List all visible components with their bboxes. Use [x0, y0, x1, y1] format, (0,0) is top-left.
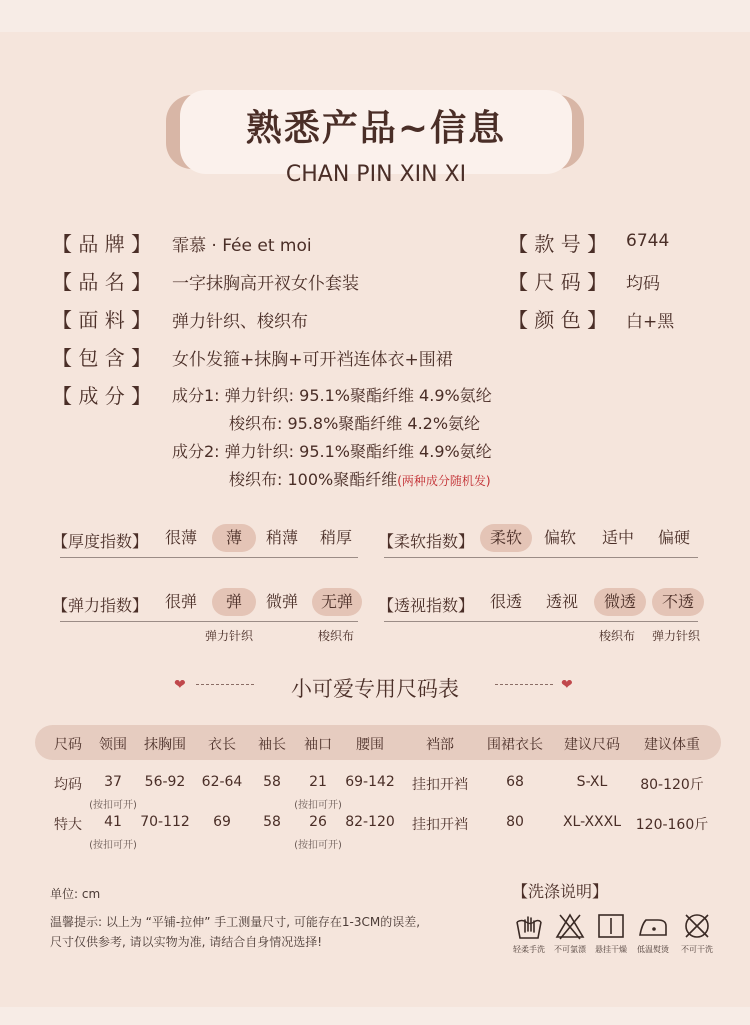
table-cell: 21	[309, 774, 327, 790]
elasticity-note: 弹力针织	[205, 629, 254, 643]
softness-option: 适中	[601, 528, 634, 547]
unit-text: 单位: cm	[50, 887, 101, 901]
composition-line1: 成分1: 弹力针织: 95.1%聚酯纤维 4.9%氨纶	[172, 386, 492, 405]
size-value: 均码	[626, 274, 660, 294]
composition-line4: 梭织布: 100%聚酯纤维(两种成分随机发)	[229, 470, 491, 489]
color-value: 白+黑	[626, 312, 675, 332]
transparency-note: 弹力针织	[652, 629, 701, 643]
table-cell: 80-120斤	[640, 777, 704, 793]
elasticity-option: 很弹	[164, 592, 197, 611]
composition-label: 【 成 分 】	[52, 384, 152, 408]
elasticity-option: 弹	[212, 588, 256, 616]
divider	[384, 557, 698, 558]
heart-icon: ❤	[174, 677, 186, 693]
elasticity-note: 梭织布	[318, 629, 355, 643]
table-cell-note: (按扣可开)	[89, 800, 137, 811]
transparency-note: 梭织布	[599, 629, 636, 643]
composition-line2: 梭织布: 95.8%聚酯纤维 4.2%氨纶	[229, 414, 481, 433]
heart-icon: ❤	[561, 677, 573, 693]
hand-wash-icon	[514, 912, 544, 940]
table-cell: 特大	[54, 817, 82, 833]
table-cell-note: (按扣可开)	[294, 840, 342, 851]
dashed-line	[495, 684, 553, 686]
no-bleach-icon	[555, 912, 585, 940]
transparency-index-title: 【透视指数】	[378, 596, 475, 615]
wash-instructions-title: 【洗涤说明】	[512, 882, 609, 901]
table-header-cell: 建议尺码	[564, 737, 620, 753]
softness-option: 偏硬	[657, 528, 690, 547]
table-header-cell: 围裙衣长	[487, 737, 543, 753]
table-cell: 58	[263, 774, 281, 790]
softness-index-title: 【柔软指数】	[378, 532, 475, 551]
brand-label: 【 品 牌 】	[52, 232, 152, 256]
color-label: 【 颜 色 】	[508, 308, 608, 332]
table-cell: 80	[506, 814, 524, 830]
divider	[384, 621, 698, 622]
transparency-option: 微透	[594, 588, 646, 616]
elasticity-option: 微弹	[265, 592, 298, 611]
fabric-label: 【 面 料 】	[52, 308, 152, 332]
tip-line1: 温馨提示: 以上为 “平铺-拉伸” 手工测量尺寸, 可能存在1-3CM的误差,	[50, 915, 421, 929]
table-cell: 26	[309, 814, 327, 830]
size-table-title: 小可爱专用尺码表	[291, 677, 459, 701]
model-label: 【 款 号 】	[508, 232, 608, 256]
thickness-index	[52, 522, 362, 556]
table-header-cell: 裆部	[426, 737, 454, 753]
thickness-option: 薄	[212, 524, 256, 552]
table-cell: 82-120	[345, 814, 395, 830]
composition-line3: 成分2: 弹力针织: 95.1%聚酯纤维 4.9%氨纶	[172, 442, 492, 461]
low-iron-icon	[638, 912, 668, 940]
table-header-cell: 抹胸围	[144, 737, 186, 753]
table-cell: 69-142	[345, 774, 395, 790]
wash-label: 轻柔手洗	[513, 945, 545, 954]
table-header-cell: 建议体重	[644, 737, 700, 753]
size-label: 【 尺 码 】	[508, 270, 608, 294]
thickness-option: 稍厚	[319, 528, 352, 547]
wash-label: 不可干洗	[681, 945, 713, 954]
table-header-cell: 衣长	[208, 737, 236, 753]
transparency-option: 不透	[652, 588, 704, 616]
hang-dry-icon	[596, 912, 626, 940]
table-cell: 挂扣开裆	[412, 777, 468, 793]
wash-label: 低温熨烫	[637, 945, 669, 954]
table-header-cell: 袖口	[304, 737, 332, 753]
table-cell: 120-160斤	[635, 817, 709, 833]
softness-option: 偏软	[543, 528, 576, 547]
table-cell: 37	[104, 774, 122, 790]
table-header-cell: 领围	[99, 737, 127, 753]
name-value: 一字抹胸高开衩女仆套装	[172, 274, 359, 294]
table-cell: 69	[213, 814, 231, 830]
elasticity-index-title: 【弹力指数】	[52, 596, 149, 615]
table-cell: 68	[506, 774, 524, 790]
thickness-index-title: 【厚度指数】	[52, 532, 149, 551]
fabric-value: 弹力针织、梭织布	[172, 312, 308, 332]
table-cell: 70-112	[140, 814, 190, 830]
tip-line2: 尺寸仅供参考, 请以实物为准, 请结合自身情况选择!	[50, 935, 323, 949]
transparency-index	[378, 586, 708, 620]
softness-index	[378, 522, 708, 556]
name-label: 【 品 名 】	[52, 270, 152, 294]
table-cell: 41	[104, 814, 122, 830]
table-header-cell: 尺码	[54, 737, 82, 753]
table-cell-note: (按扣可开)	[89, 840, 137, 851]
page-subtitle: CHAN PIN XIN XI	[285, 162, 467, 187]
table-cell: XL-XXXL	[562, 814, 622, 830]
divider	[60, 557, 358, 558]
table-cell: 62-64	[201, 774, 243, 790]
thickness-option: 很薄	[164, 528, 197, 547]
page-title: 熟悉产品~信息	[245, 108, 507, 149]
softness-option: 柔软	[480, 524, 532, 552]
table-cell: 58	[263, 814, 281, 830]
includes-value: 女仆发箍+抹胸+可开裆连体衣+围裙	[172, 350, 453, 370]
transparency-option: 透视	[545, 592, 578, 611]
model-value: 6744	[626, 231, 670, 251]
table-cell: 56-92	[144, 774, 186, 790]
table-header-cell: 腰围	[356, 737, 384, 753]
wash-label: 悬挂干燥	[595, 945, 627, 954]
table-cell-note: (按扣可开)	[294, 800, 342, 811]
table-cell: 挂扣开裆	[412, 817, 468, 833]
table-header-cell: 袖长	[258, 737, 286, 753]
divider	[60, 621, 358, 622]
transparency-option: 很透	[489, 592, 522, 611]
composition-note: (两种成分随机发)	[397, 474, 491, 488]
includes-label: 【 包 含 】	[52, 346, 152, 370]
thickness-option: 稍薄	[265, 528, 298, 547]
table-cell: 均码	[54, 777, 82, 793]
elasticity-option: 无弹	[312, 588, 362, 616]
table-cell: S-XL	[576, 774, 608, 790]
wash-label: 不可氯漂	[554, 945, 586, 954]
brand-value: 霏慕 · Fée et moi	[172, 236, 312, 256]
no-dry-clean-icon	[682, 912, 712, 940]
elasticity-index	[52, 586, 362, 620]
